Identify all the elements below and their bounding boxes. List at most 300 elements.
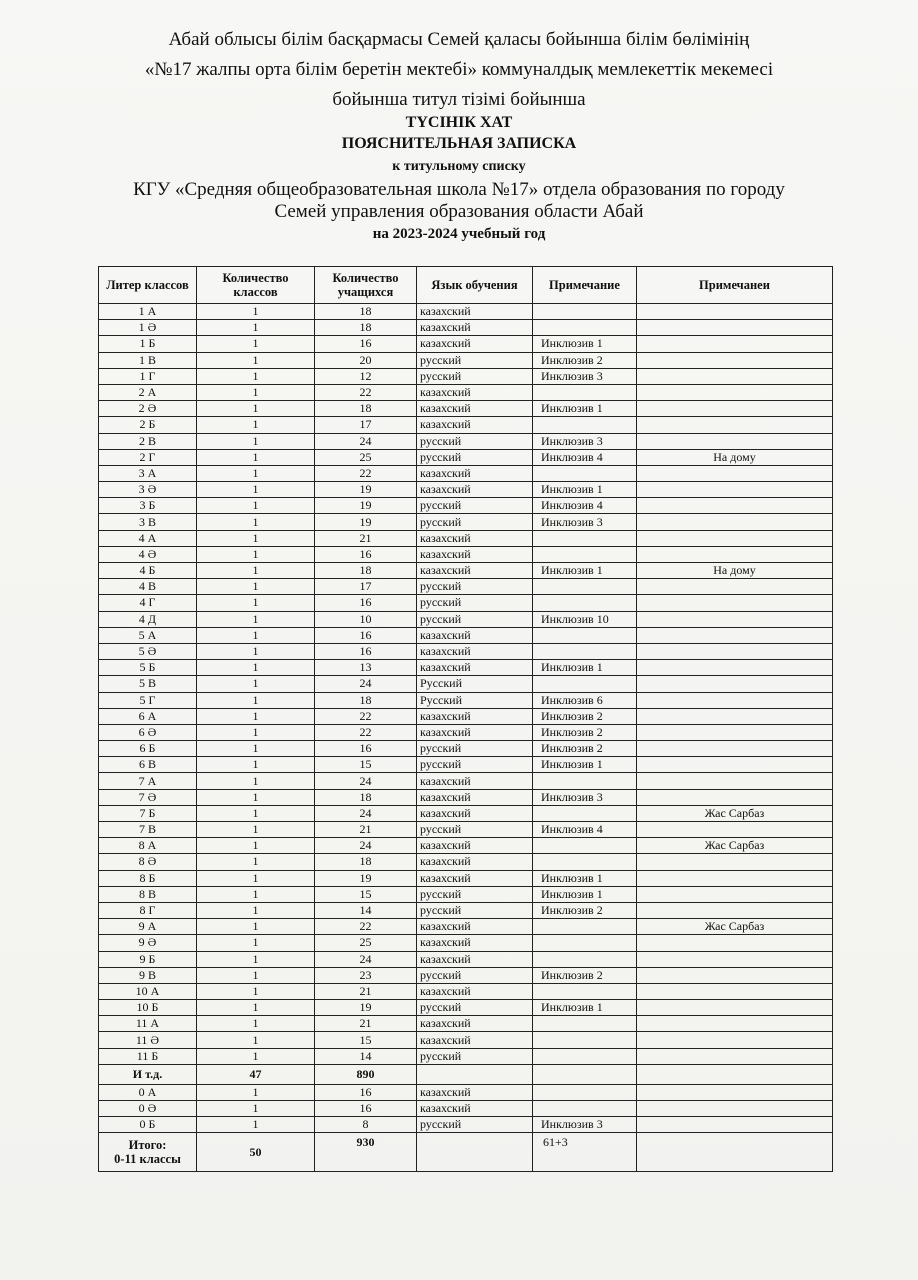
subtitle: к титульному списку bbox=[392, 159, 526, 174]
class-count-cell: 1 bbox=[197, 449, 315, 465]
table-row bbox=[99, 530, 833, 546]
class-letter-cell: 1 Ә bbox=[99, 320, 197, 336]
note-cell bbox=[533, 643, 637, 659]
col-header-note-2: Примечанеи bbox=[637, 267, 833, 304]
note-2-cell bbox=[637, 951, 833, 967]
language-cell: казахский bbox=[417, 805, 533, 821]
language-cell: казахский bbox=[417, 482, 533, 498]
class-letter-cell: 2 В bbox=[99, 433, 197, 449]
final-label-cell bbox=[99, 1133, 197, 1172]
note-cell bbox=[533, 627, 637, 643]
note-cell: Инклюзив 1 bbox=[533, 870, 637, 886]
student-count-cell: 19 bbox=[315, 1000, 417, 1016]
student-count-cell: 22 bbox=[315, 708, 417, 724]
student-count-cell: 24 bbox=[315, 951, 417, 967]
table-row bbox=[99, 886, 833, 902]
student-count-cell: 18 bbox=[315, 320, 417, 336]
language-cell: русский bbox=[417, 1048, 533, 1064]
note-2-cell bbox=[637, 870, 833, 886]
note-2-cell bbox=[637, 401, 833, 417]
table-row bbox=[99, 336, 833, 352]
table-header bbox=[99, 267, 833, 304]
class-letter-cell: 0 А bbox=[99, 1084, 197, 1100]
class-count-cell: 1 bbox=[197, 870, 315, 886]
note-cell: Инклюзив 10 bbox=[533, 611, 637, 627]
note-2-cell: На дому bbox=[637, 563, 833, 579]
table-row bbox=[99, 676, 833, 692]
note-2-cell bbox=[637, 643, 833, 659]
student-count-cell: 15 bbox=[315, 1032, 417, 1048]
note-2-cell bbox=[637, 854, 833, 870]
table-row bbox=[99, 935, 833, 951]
student-count-cell: 19 bbox=[315, 482, 417, 498]
table-row bbox=[99, 1016, 833, 1032]
class-count-cell: 1 bbox=[197, 433, 315, 449]
language-cell: казахский bbox=[417, 320, 533, 336]
class-letter-cell: 7 Ә bbox=[99, 789, 197, 805]
class-count-cell: 1 bbox=[197, 627, 315, 643]
class-letter-cell: 8 В bbox=[99, 886, 197, 902]
note-2-cell: На дому bbox=[637, 449, 833, 465]
student-count-cell: 17 bbox=[315, 579, 417, 595]
language-cell: казахский bbox=[417, 417, 533, 433]
note-2-cell bbox=[637, 1032, 833, 1048]
student-count-cell: 14 bbox=[315, 1048, 417, 1064]
note-2-cell bbox=[637, 595, 833, 611]
student-count-cell: 16 bbox=[315, 1101, 417, 1117]
table-header-row bbox=[99, 267, 833, 304]
table-row bbox=[99, 482, 833, 498]
student-count-cell: 21 bbox=[315, 983, 417, 999]
student-count-cell: 22 bbox=[315, 919, 417, 935]
note-2-cell bbox=[637, 579, 833, 595]
student-count-cell: 21 bbox=[315, 1016, 417, 1032]
note-2-cell bbox=[637, 741, 833, 757]
student-count-cell: 16 bbox=[315, 643, 417, 659]
table-row bbox=[99, 627, 833, 643]
note-2-cell bbox=[637, 1117, 833, 1133]
language-cell: русский bbox=[417, 611, 533, 627]
class-letter-cell: 11 Ә bbox=[99, 1032, 197, 1048]
note-cell bbox=[533, 579, 637, 595]
language-cell: казахский bbox=[417, 1084, 533, 1100]
note-2-cell bbox=[637, 482, 833, 498]
subtotal-student-count-cell: 890 bbox=[315, 1064, 417, 1084]
class-letter-cell: 7 Б bbox=[99, 805, 197, 821]
class-letter-cell: 1 Г bbox=[99, 368, 197, 384]
student-count-cell: 21 bbox=[315, 530, 417, 546]
note-2-cell bbox=[637, 384, 833, 400]
note-2-cell bbox=[637, 1016, 833, 1032]
language-cell: русский bbox=[417, 757, 533, 773]
note-2-cell bbox=[637, 935, 833, 951]
note-cell: Инклюзив 4 bbox=[533, 498, 637, 514]
note-cell bbox=[533, 530, 637, 546]
final-language bbox=[417, 1133, 533, 1172]
language-cell: русский bbox=[417, 498, 533, 514]
note-2-cell bbox=[637, 530, 833, 546]
class-letter-cell: 5 Г bbox=[99, 692, 197, 708]
note-2-cell bbox=[637, 676, 833, 692]
student-count-cell: 16 bbox=[315, 595, 417, 611]
table-final-row bbox=[99, 1133, 833, 1172]
table-row bbox=[99, 789, 833, 805]
table-row bbox=[99, 983, 833, 999]
note-2-cell bbox=[637, 498, 833, 514]
table-row bbox=[99, 368, 833, 384]
table-row bbox=[99, 433, 833, 449]
language-cell: русский bbox=[417, 1117, 533, 1133]
table-row bbox=[99, 724, 833, 740]
note-2-cell bbox=[637, 465, 833, 481]
class-count-cell: 1 bbox=[197, 320, 315, 336]
class-count-cell: 1 bbox=[197, 352, 315, 368]
note-2-cell: Жас Сарбаз bbox=[637, 919, 833, 935]
note-2-cell bbox=[637, 822, 833, 838]
note-2-cell bbox=[637, 967, 833, 983]
language-cell: русский bbox=[417, 433, 533, 449]
language-cell: русский bbox=[417, 1000, 533, 1016]
note-cell bbox=[533, 546, 637, 562]
note-cell bbox=[533, 935, 637, 951]
table-row bbox=[99, 902, 833, 918]
note-cell bbox=[533, 773, 637, 789]
class-letter-cell: 4 Г bbox=[99, 595, 197, 611]
language-cell: казахский bbox=[417, 708, 533, 724]
language-cell: казахский bbox=[417, 627, 533, 643]
note-cell bbox=[533, 854, 637, 870]
class-count-cell: 1 bbox=[197, 660, 315, 676]
class-letter-cell: 7 В bbox=[99, 822, 197, 838]
class-letter-cell: 10 Б bbox=[99, 1000, 197, 1016]
class-count-cell: 1 bbox=[197, 595, 315, 611]
header-kz-line-1: Абай облысы білім басқармасы Семей қаласы бойынша білім бөлімінің bbox=[168, 29, 750, 50]
note-2-cell: Жас Сарбаз bbox=[637, 805, 833, 821]
note-cell: Инклюзив 2 bbox=[533, 741, 637, 757]
header-kz-line-3: бойынша титул тізімі бойынша bbox=[332, 89, 586, 110]
note-cell bbox=[533, 838, 637, 854]
language-cell: казахский bbox=[417, 465, 533, 481]
language-cell: казахский bbox=[417, 304, 533, 320]
table-row bbox=[99, 546, 833, 562]
language-cell: казахский bbox=[417, 563, 533, 579]
note-2-cell bbox=[637, 983, 833, 999]
class-count-cell: 1 bbox=[197, 401, 315, 417]
final-students: 930 bbox=[315, 1133, 417, 1172]
class-count-cell: 1 bbox=[197, 854, 315, 870]
language-cell: казахский bbox=[417, 919, 533, 935]
student-count-cell: 16 bbox=[315, 741, 417, 757]
student-count-cell: 18 bbox=[315, 304, 417, 320]
table-row bbox=[99, 741, 833, 757]
final-label-2: 0-11 классы bbox=[114, 1152, 181, 1167]
note-2-cell bbox=[637, 757, 833, 773]
class-letter-cell: 5 Ә bbox=[99, 643, 197, 659]
language-cell: казахский bbox=[417, 1016, 533, 1032]
student-count-cell: 15 bbox=[315, 757, 417, 773]
table-row bbox=[99, 611, 833, 627]
note-2-cell bbox=[637, 627, 833, 643]
language-cell: русский bbox=[417, 741, 533, 757]
note-cell bbox=[533, 1084, 637, 1100]
note-cell bbox=[533, 465, 637, 481]
class-count-cell: 1 bbox=[197, 757, 315, 773]
note-2-cell bbox=[637, 1048, 833, 1064]
class-letter-cell: 9 Ә bbox=[99, 935, 197, 951]
student-count-cell: 18 bbox=[315, 789, 417, 805]
class-count-cell: 1 bbox=[197, 1032, 315, 1048]
class-letter-cell: 9 Б bbox=[99, 951, 197, 967]
note-cell: Инклюзив 1 bbox=[533, 563, 637, 579]
class-list-table bbox=[98, 266, 833, 1172]
student-count-cell: 23 bbox=[315, 967, 417, 983]
note-cell bbox=[533, 676, 637, 692]
language-cell: казахский bbox=[417, 546, 533, 562]
student-count-cell: 16 bbox=[315, 1084, 417, 1100]
class-letter-cell: 2 Б bbox=[99, 417, 197, 433]
note-2-cell bbox=[637, 368, 833, 384]
table-row bbox=[99, 514, 833, 530]
language-cell: русский bbox=[417, 352, 533, 368]
title-kz: ТҮСІНІК ХАТ bbox=[405, 114, 513, 131]
class-count-cell: 1 bbox=[197, 514, 315, 530]
class-count-cell: 1 bbox=[197, 886, 315, 902]
class-count-cell: 1 bbox=[197, 838, 315, 854]
class-letter-cell: 4 А bbox=[99, 530, 197, 546]
note-cell: Инклюзив 3 bbox=[533, 789, 637, 805]
student-count-cell: 10 bbox=[315, 611, 417, 627]
final-label-1: Итого: bbox=[128, 1138, 167, 1153]
note-2-cell bbox=[637, 1101, 833, 1117]
table-row bbox=[99, 449, 833, 465]
class-count-cell: 1 bbox=[197, 708, 315, 724]
class-letter-cell: 9 В bbox=[99, 967, 197, 983]
note-2-cell bbox=[637, 692, 833, 708]
note-cell: Инклюзив 4 bbox=[533, 449, 637, 465]
class-count-cell: 1 bbox=[197, 935, 315, 951]
note-2-cell bbox=[637, 708, 833, 724]
class-letter-cell: 8 Б bbox=[99, 870, 197, 886]
class-letter-cell: 8 Г bbox=[99, 902, 197, 918]
document-header bbox=[0, 28, 918, 244]
class-count-cell: 1 bbox=[197, 676, 315, 692]
student-count-cell: 22 bbox=[315, 724, 417, 740]
table-row bbox=[99, 465, 833, 481]
table-subtotal-row bbox=[99, 1064, 833, 1084]
note-cell bbox=[533, 384, 637, 400]
col-header-class-letter: Литер классов bbox=[99, 267, 197, 304]
class-letter-cell: 11 А bbox=[99, 1016, 197, 1032]
language-cell: казахский bbox=[417, 773, 533, 789]
note-cell: Инклюзив 2 bbox=[533, 967, 637, 983]
class-count-cell: 1 bbox=[197, 384, 315, 400]
student-count-cell: 17 bbox=[315, 417, 417, 433]
language-cell: казахский bbox=[417, 1101, 533, 1117]
language-cell: русский bbox=[417, 579, 533, 595]
class-count-cell: 1 bbox=[197, 1000, 315, 1016]
class-letter-cell: 5 В bbox=[99, 676, 197, 692]
header-ru-line-2: Семей управления образования области Абай bbox=[274, 201, 644, 222]
language-cell: казахский bbox=[417, 401, 533, 417]
note-cell: Инклюзив 2 bbox=[533, 724, 637, 740]
table-row bbox=[99, 919, 833, 935]
class-count-cell: 1 bbox=[197, 1101, 315, 1117]
student-count-cell: 14 bbox=[315, 902, 417, 918]
student-count-cell: 18 bbox=[315, 854, 417, 870]
class-count-cell: 1 bbox=[197, 530, 315, 546]
language-cell: казахский bbox=[417, 336, 533, 352]
class-count-cell: 1 bbox=[197, 919, 315, 935]
language-cell: казахский bbox=[417, 789, 533, 805]
title-ru: ПОЯСНИТЕЛЬНАЯ ЗАПИСКА bbox=[341, 135, 577, 152]
table-row bbox=[99, 692, 833, 708]
note-cell bbox=[533, 304, 637, 320]
class-count-cell: 1 bbox=[197, 1084, 315, 1100]
student-count-cell: 21 bbox=[315, 822, 417, 838]
class-letter-cell: 3 Б bbox=[99, 498, 197, 514]
class-count-cell: 1 bbox=[197, 465, 315, 481]
table-row bbox=[99, 1101, 833, 1117]
note-2-cell bbox=[637, 611, 833, 627]
language-cell: казахский bbox=[417, 530, 533, 546]
class-count-cell: 1 bbox=[197, 546, 315, 562]
class-count-cell: 1 bbox=[197, 336, 315, 352]
table-row bbox=[99, 401, 833, 417]
col-header-student-count: Количество учащихся bbox=[315, 267, 417, 304]
note-2-cell bbox=[637, 1084, 833, 1100]
table-row bbox=[99, 384, 833, 400]
class-letter-cell: 4 Б bbox=[99, 563, 197, 579]
class-count-cell: 1 bbox=[197, 1117, 315, 1133]
note-2-cell bbox=[637, 546, 833, 562]
col-header-language: Язык обучения bbox=[417, 267, 533, 304]
class-letter-cell: 7 А bbox=[99, 773, 197, 789]
language-cell: казахский bbox=[417, 951, 533, 967]
note-2-cell bbox=[637, 417, 833, 433]
note-cell: Инклюзив 3 bbox=[533, 433, 637, 449]
class-count-cell: 1 bbox=[197, 773, 315, 789]
class-letter-cell: 1 Б bbox=[99, 336, 197, 352]
table-row bbox=[99, 757, 833, 773]
subtotal-note-2-cell bbox=[637, 1064, 833, 1084]
table-row bbox=[99, 660, 833, 676]
note-cell: Инклюзив 1 bbox=[533, 482, 637, 498]
col-header-note: Примечание bbox=[533, 267, 637, 304]
final-note-2 bbox=[637, 1133, 833, 1172]
student-count-cell: 16 bbox=[315, 546, 417, 562]
class-count-cell: 1 bbox=[197, 1016, 315, 1032]
table-row bbox=[99, 595, 833, 611]
class-count-cell: 1 bbox=[197, 579, 315, 595]
student-count-cell: 12 bbox=[315, 368, 417, 384]
class-count-cell: 1 bbox=[197, 741, 315, 757]
class-letter-cell: 8 Ә bbox=[99, 854, 197, 870]
final-classes: 50 bbox=[197, 1133, 315, 1172]
class-count-cell: 1 bbox=[197, 304, 315, 320]
language-cell: Русский bbox=[417, 676, 533, 692]
student-count-cell: 24 bbox=[315, 773, 417, 789]
note-cell bbox=[533, 1048, 637, 1064]
table-row bbox=[99, 822, 833, 838]
note-2-cell bbox=[637, 514, 833, 530]
subtotal-class-count-cell: 47 bbox=[197, 1064, 315, 1084]
note-2-cell bbox=[637, 886, 833, 902]
table-body bbox=[99, 304, 833, 1172]
class-letter-cell: 3 А bbox=[99, 465, 197, 481]
note-cell: Инклюзив 4 bbox=[533, 822, 637, 838]
note-cell: Инклюзив 1 bbox=[533, 660, 637, 676]
language-cell: казахский bbox=[417, 983, 533, 999]
class-letter-cell: 0 Ә bbox=[99, 1101, 197, 1117]
student-count-cell: 8 bbox=[315, 1117, 417, 1133]
note-cell bbox=[533, 595, 637, 611]
student-count-cell: 18 bbox=[315, 563, 417, 579]
note-cell bbox=[533, 919, 637, 935]
table-row bbox=[99, 805, 833, 821]
note-2-cell bbox=[637, 320, 833, 336]
class-letter-cell: 6 В bbox=[99, 757, 197, 773]
table-row bbox=[99, 643, 833, 659]
note-cell: Инклюзив 2 bbox=[533, 902, 637, 918]
table-row bbox=[99, 773, 833, 789]
class-count-cell: 1 bbox=[197, 1048, 315, 1064]
class-count-cell: 1 bbox=[197, 563, 315, 579]
table-row bbox=[99, 1117, 833, 1133]
class-letter-cell: 8 А bbox=[99, 838, 197, 854]
note-2-cell: Жас Сарбаз bbox=[637, 838, 833, 854]
note-2-cell bbox=[637, 352, 833, 368]
student-count-cell: 24 bbox=[315, 805, 417, 821]
class-letter-cell: 4 В bbox=[99, 579, 197, 595]
class-letter-cell: 5 А bbox=[99, 627, 197, 643]
table-row bbox=[99, 951, 833, 967]
class-letter-cell: 3 В bbox=[99, 514, 197, 530]
table-row bbox=[99, 1084, 833, 1100]
table-row bbox=[99, 967, 833, 983]
table-row bbox=[99, 838, 833, 854]
note-2-cell bbox=[637, 304, 833, 320]
language-cell: казахский bbox=[417, 870, 533, 886]
table-row bbox=[99, 708, 833, 724]
note-cell bbox=[533, 1032, 637, 1048]
class-letter-cell: 2 А bbox=[99, 384, 197, 400]
class-letter-cell: 3 Ә bbox=[99, 482, 197, 498]
class-count-cell: 1 bbox=[197, 417, 315, 433]
class-letter-cell: 6 Ә bbox=[99, 724, 197, 740]
student-count-cell: 22 bbox=[315, 384, 417, 400]
class-letter-cell: 5 Б bbox=[99, 660, 197, 676]
note-cell bbox=[533, 983, 637, 999]
table-row bbox=[99, 1032, 833, 1048]
table-row bbox=[99, 304, 833, 320]
class-letter-cell: 1 А bbox=[99, 304, 197, 320]
table-row bbox=[99, 870, 833, 886]
student-count-cell: 15 bbox=[315, 886, 417, 902]
student-count-cell: 16 bbox=[315, 627, 417, 643]
note-cell: Инклюзив 3 bbox=[533, 368, 637, 384]
note-cell: Инклюзив 1 bbox=[533, 336, 637, 352]
table-row bbox=[99, 854, 833, 870]
note-2-cell bbox=[637, 789, 833, 805]
language-cell: казахский bbox=[417, 643, 533, 659]
note-cell: Инклюзив 1 bbox=[533, 401, 637, 417]
class-count-cell: 1 bbox=[197, 951, 315, 967]
table-row bbox=[99, 579, 833, 595]
note-cell: Инклюзив 3 bbox=[533, 1117, 637, 1133]
student-count-cell: 25 bbox=[315, 935, 417, 951]
student-count-cell: 22 bbox=[315, 465, 417, 481]
class-count-cell: 1 bbox=[197, 643, 315, 659]
